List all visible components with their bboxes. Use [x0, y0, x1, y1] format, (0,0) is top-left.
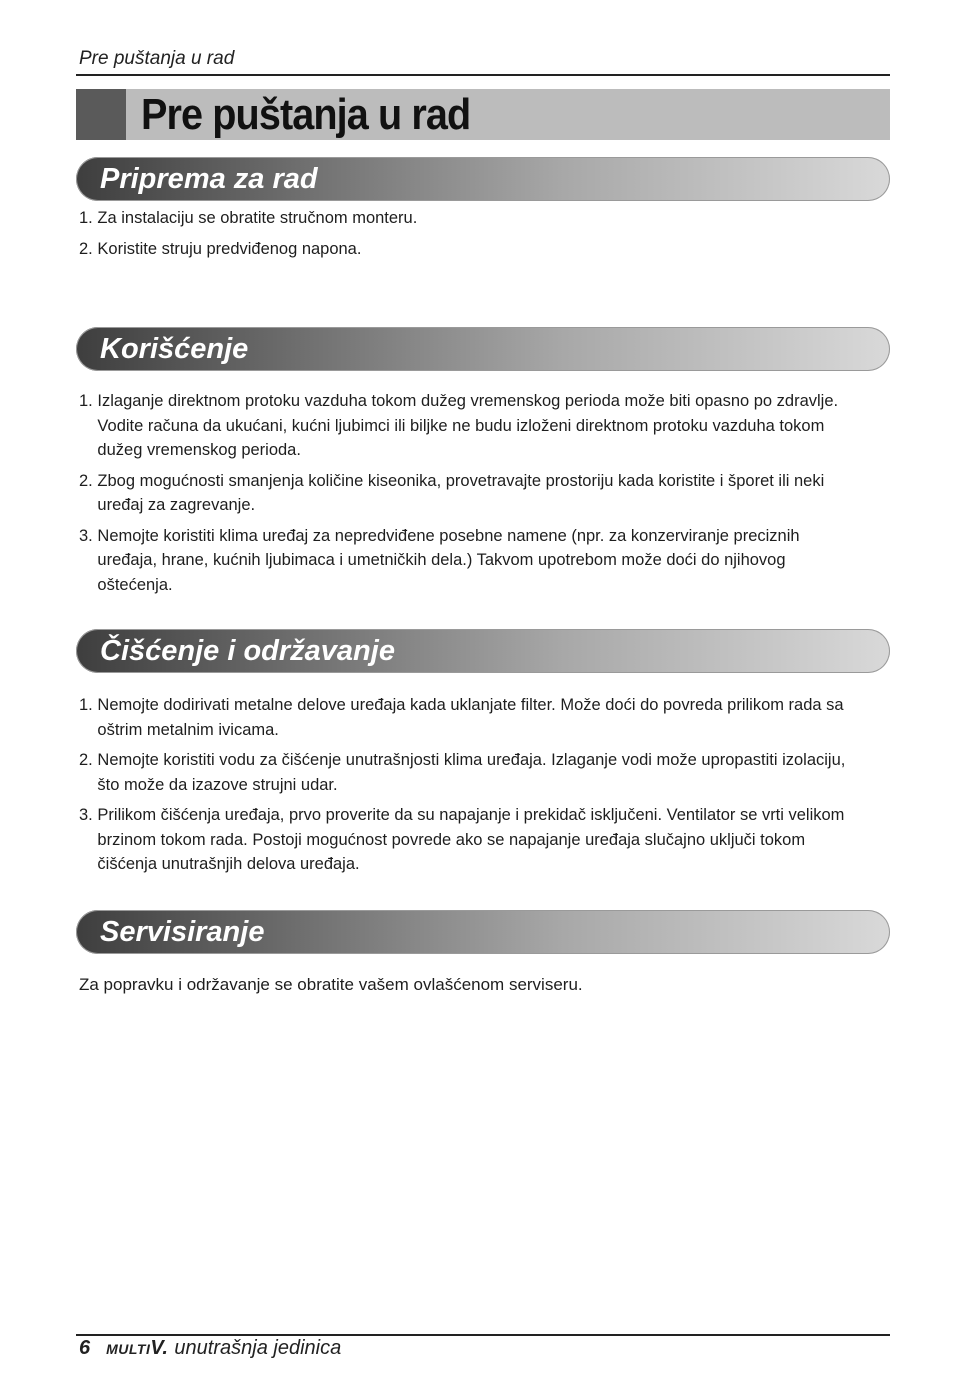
list-text: Nemojte koristiti klima uređaj za nepredviđene posebne namene (npr. za konzerviranje preciznih uređaja, hrane, kućnih ljubimaca i umetničkih dela.) Takvom upotrebom može doći do njihovog oštećenja. — [97, 525, 800, 594]
list-text: Za instalaciju se obratite stručnom monteru. — [97, 208, 418, 227]
section-bar-servisiranje — [76, 910, 890, 954]
section-bar-koriscenje — [76, 327, 890, 371]
list-number: 1. — [79, 208, 93, 227]
section-heading: Servisiranje — [100, 916, 265, 948]
running-header: Pre puštanja u rad — [79, 48, 235, 69]
section-bar-ciscenje — [76, 629, 890, 673]
page-title-bar — [76, 89, 890, 140]
list-number: 2. — [79, 470, 93, 490]
section-heading: Čišćenje i održavanje — [100, 635, 395, 667]
list-text: Prilikom čišćenja uređaja, prvo proverite da su napajanje i prekidač isključeni. Ventilator se vrti velikom brzinom tokom rada. Postoji mogućnost povrede ako se napajanje uređaja slučajno uključi tokom čišćenja unutrašnjih delova uređaja. — [97, 805, 845, 873]
page-title: Pre puštanja u rad — [141, 90, 471, 139]
section-list-priprema — [79, 206, 884, 267]
footer-rule — [76, 1334, 890, 1336]
brand-logo-text: MULTI — [106, 1341, 151, 1357]
brand-logo-v: V. — [150, 1337, 169, 1359]
section-list-koriscenje — [79, 389, 884, 603]
list-number: 2. — [79, 750, 93, 769]
list-item — [79, 206, 860, 231]
list-text: Nemojte dodirivati metalne delove uređaja kada uklanjate filter. Može doći do povreda prilikom rada sa oštrim metalnim ivicama. — [97, 695, 844, 739]
list-number: 2. — [79, 238, 93, 258]
list-item — [79, 389, 860, 463]
title-accent-block — [76, 89, 126, 140]
brand-logo — [106, 1337, 168, 1360]
list-item — [79, 748, 860, 797]
list-number: 3. — [79, 805, 93, 824]
section-heading: Korišćenje — [100, 333, 249, 365]
list-item — [79, 524, 860, 598]
list-item — [79, 693, 860, 742]
servisiranje-paragraph: Za popravku i održavanje se obratite vašem ovlašćenom serviseru. — [79, 975, 583, 994]
list-number: 3. — [79, 525, 93, 545]
list-number: 1. — [79, 695, 93, 714]
list-number: 1. — [79, 391, 93, 410]
section-heading: Priprema za rad — [100, 163, 318, 195]
list-text: Nemojte koristiti vodu za čišćenje unutrašnjosti klima uređaja. Izlaganje vodi može upropastiti izolaciju, što može da izazove strujni udar. — [97, 750, 846, 794]
list-text: Koristite struju predviđenog napona. — [97, 238, 362, 258]
section-list-ciscenje — [79, 693, 884, 883]
list-item — [79, 237, 860, 262]
list-text: Zbog mogućnosti smanjenja količine kiseonika, provetravajte prostoriju kada koristite i šporet ili neki uređaj za zagrevanje. — [97, 470, 825, 514]
page-number: 6 — [79, 1337, 91, 1359]
header-rule — [76, 74, 890, 76]
footer-text: unutrašnja jedinica — [174, 1337, 342, 1359]
list-item — [79, 469, 860, 518]
list-item — [79, 803, 860, 877]
section-bar-priprema — [76, 157, 890, 201]
list-text: Izlaganje direktnom protoku vazduha tokom dužeg vremenskog perioda može biti opasno po zdravlje. Vodite računa da ukućani, kućni ljubimci ili biljke ne budu izloženi direktnom protoku vazduha tokom dužeg vremenskog perioda. — [97, 391, 839, 459]
page-footer — [79, 1337, 341, 1360]
